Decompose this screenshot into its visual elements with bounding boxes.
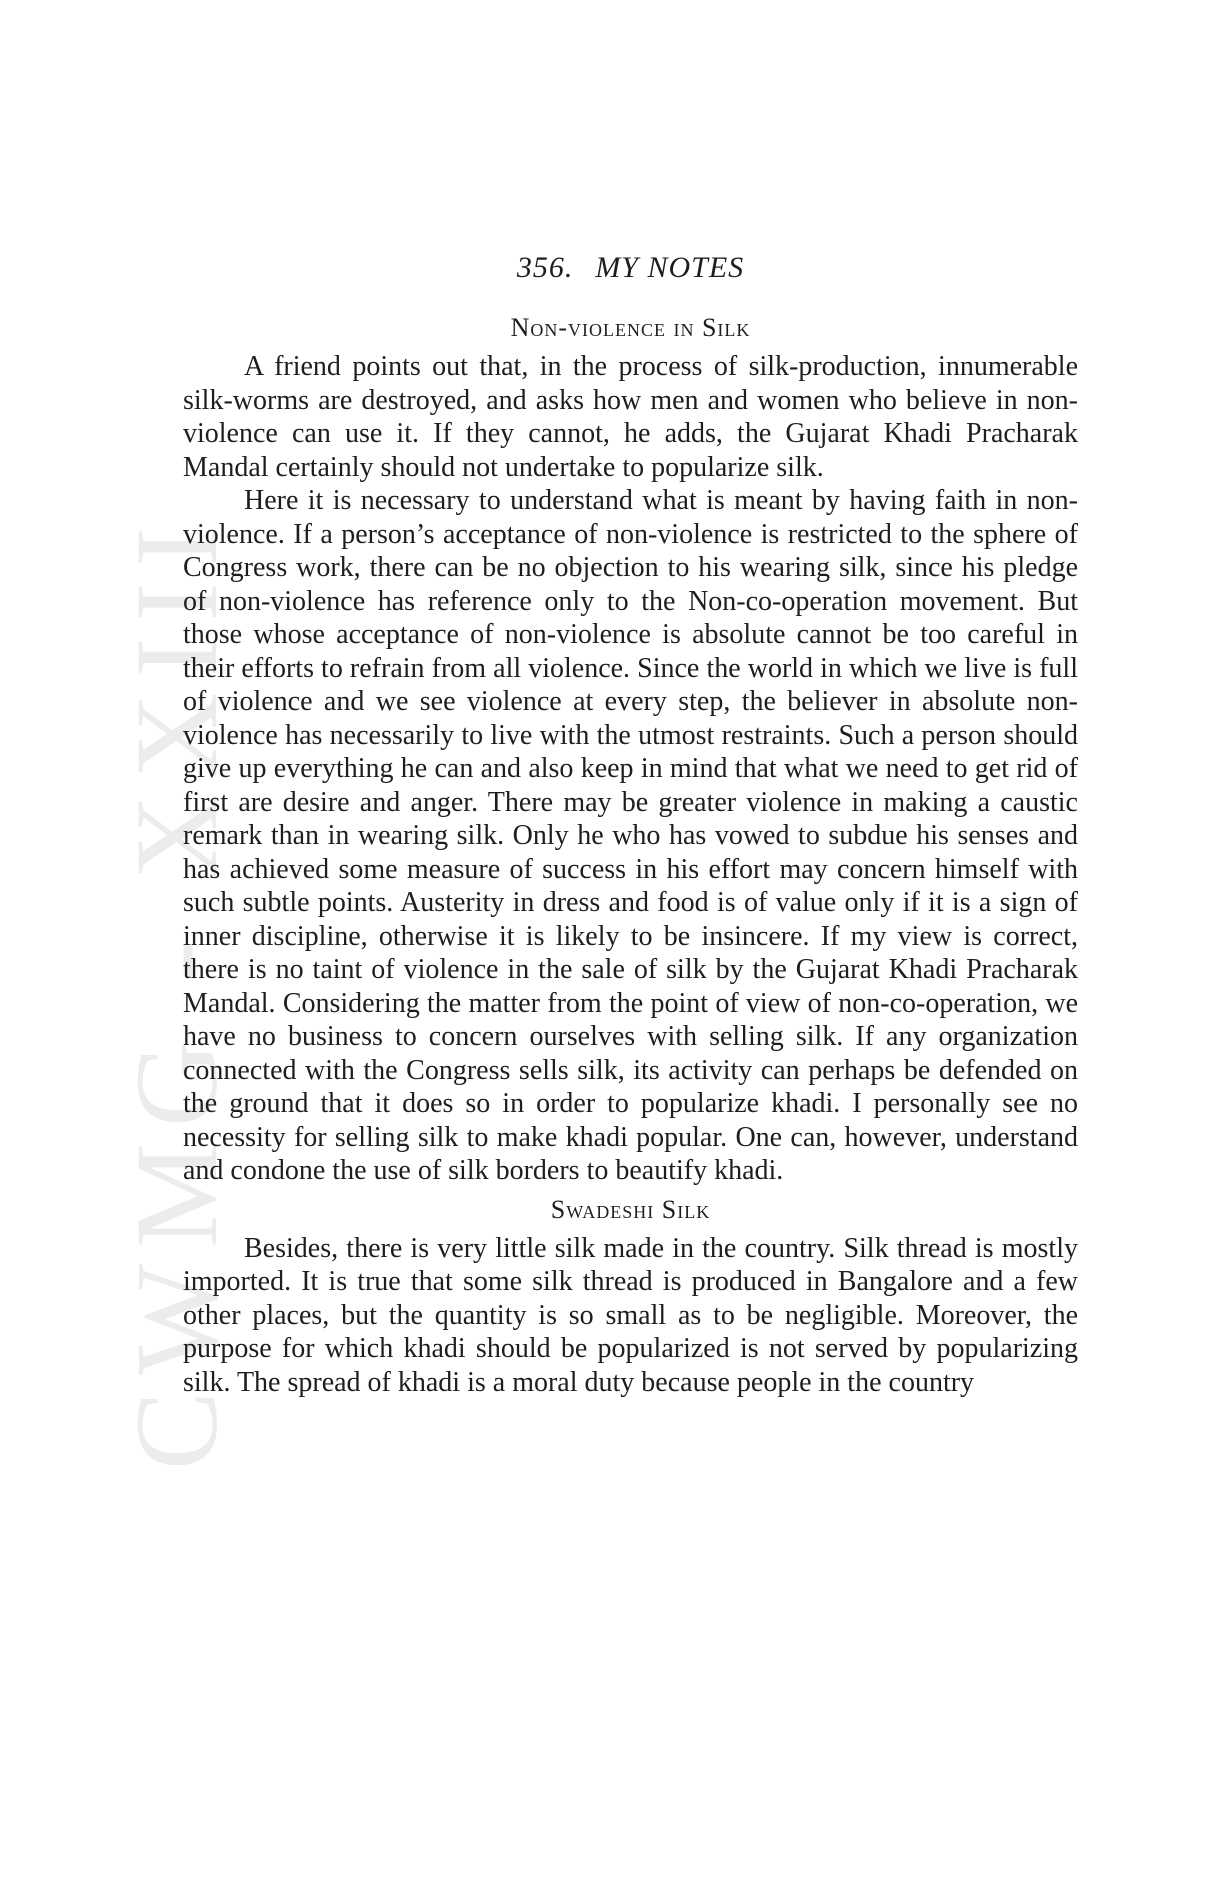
section-heading-non-violence-in-silk: Non-violence in Silk [510,313,751,342]
article-title-text: MY NOTES [595,251,745,284]
paragraph: A friend points out that, in the process of silk-production, innumerable silk-worms are destroyed, and asks how men and women who believe in non-violence can use it. If they cannot, he adds, the Gujarat Khadi Pracharak Mandal certainly should not undertake to popularize silk. [183,351,1078,483]
paragraph: Besides, there is very little silk made in the country. Silk thread is mostly imported. It is true that some silk thread is produced in Bangalore and a few other places, but the quantity is so small as to be negligible. Moreover, the purpose for which khadi should be popularized is not served by popularizing silk. The spread of khadi is a moral duty because people in the country [183,1232,1078,1398]
section-heading-swadeshi-silk: Swadeshi Silk [550,1194,711,1224]
page-body [183,250,1078,1399]
article-number: 356. [516,251,574,284]
paragraph: Here it is necessary to understand what is meant by having faith in non-violence. If a person’s acceptance of non-violence is restricted to the sphere of Congress work, there can be no objection to his wearing silk, since his pledge of non-violence has reference only to the Non-co-operation movement. But those whose acceptance of non-violence is absolute cannot be too careful in their efforts to refrain from all violence. Since the world in which we live is full of violence and we see violence at every step, the believer in absolute non-violence has necessarily to live with the utmost restraints. Such a person should give up everything he can and also keep in mind that what we need to get rid of first are desire and anger. There may be greater violence in making a caustic remark than in wearing silk. Only he who has vowed to subdue his senses and has achieved some measure of success in his effort may concern himself with such subtle points. Austerity in dress and food is of value only if it is a sign of inner discipline, otherwise it is likely to be insincere. If my view is correct, there is no taint of violence in the sale of silk by the Gujarat Khadi Pracharak Mandal. Considering the matter from the point of view of non-co-operation, we have no business to concern ourselves with selling silk. If any organization connected with the Congress sells silk, its activity can perhaps be defended on the ground that it does so in order to popularize khadi. I personally see no necessity for selling silk to make khadi popular. One can, however, understand and condone the use of silk borders to beautify khadi. [183,485,1078,1186]
watermark: CWMG - XXIII [111,511,242,1470]
article-title [183,250,1078,286]
